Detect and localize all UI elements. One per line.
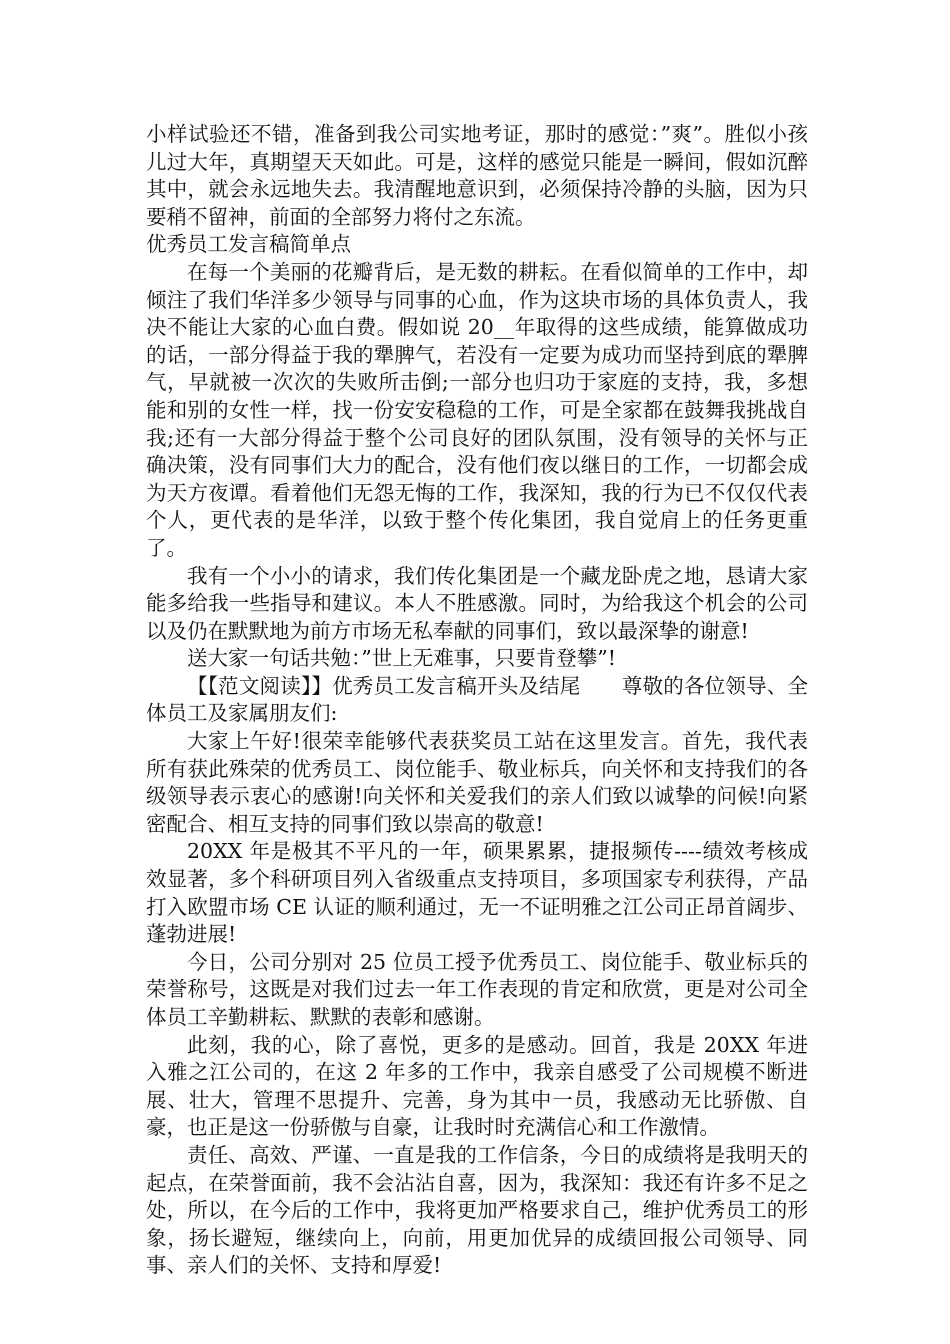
paragraph-request: 我有一个小小的请求，我们传化集团是一个藏龙卧虎之地，恳请大家能多给我一些指导和建议。本人不胜感激。同时，为给我这个机会的公司以及仍在默默地为前方市场无私奉献的同事们，致以最深挚的谢意! <box>146 563 808 643</box>
paragraph-award: 今日，公司分别对 25 位员工授予优秀员工、岗位能手、敬业标兵的荣誉称号，这既是对我们过去一年工作表现的肯定和欣赏，更是对公司全体员工辛勤耕耘、默默的表彰和感谢。 <box>146 949 808 1029</box>
paragraph-year-review: 20XX 年是极其不平凡的一年，硕果累累，捷报频传----绩效考核成效显著，多个科研项目列入省级重点支持项目，多项国家专利获得，产品打入欧盟市场 CE 认证的顺利通过，无一不证明雅之江公司正昂首阔步、蓬勃进展! <box>146 839 808 947</box>
paragraph-closing: 责任、高效、严谨、一直是我的工作信条，今日的成绩将是我明天的起点，在荣誉面前，我不会沾沾自喜，因为，我深知：我还有许多不足之处，所以，在今后的工作中，我将更加严格要求自己，维护优秀员工的形象，扬长避短，继续向上，向前，用更加优异的成绩回报公司领导、同事、亲人们的关怀、支持和厚爱! <box>146 1142 808 1278</box>
paragraph-feelings: 此刻，我的心，除了喜悦，更多的是感动。回首，我是 20XX 年进入雅之江公司的，在这 2 年多的工作中，我亲自感受了公司规模不断进展、壮大，管理不思提升、完善，身为其中一员，我感动无比骄傲、自豪，也正是这一份骄傲与自豪，让我时时充满信心和工作激情。 <box>146 1032 808 1140</box>
paragraph-sample-heading: 【【范文阅读】】优秀员工发言稿开头及结尾 尊敬的各位领导、全体员工及家属朋友们: <box>146 673 808 726</box>
document-body <box>146 121 808 1280</box>
paragraph-greeting: 大家上午好!很荣幸能够代表获奖员工站在这里发言。首先，我代表所有获此殊荣的优秀员工、岗位能手、敬业标兵，向关怀和支持我们的各级领导表示衷心的感谢!向关怀和关爱我们的亲人们致以诚挚的问候!向紧密配合、相互支持的同事们致以崇高的敬意! <box>146 729 808 836</box>
paragraph-motto: 送大家一句话共勉：”世上无难事，只要肯登攀”! <box>187 646 616 671</box>
paragraph-flower-petal: 在每一个美丽的花瓣背后，是无数的耕耘。在看似简单的工作中，却倾注了我们华洋多少领导与同事的心血，作为这块市场的具体负责人，我决不能让大家的心血白费。假如说 20__年取得的这些成绩，能算做成功的话，一部分得益于我的犟脾气，若没有一定要为成功而坚持到底的犟脾气，早就被一次次的失败所击倒;一部分也归功于家庭的支持，我，多想能和别的女性一样，找一份安安稳稳的工作，可是全家都在鼓舞我挑战自我;还有一大部分得益于整个公司良好的团队氛围，没有领导的关怀与正确决策，没有同事们大力的配合，没有他们夜以继日的工作，一切都会成为天方夜谭。看着他们无怨无悔的工作，我深知，我的行为已不仅仅代表个人，更代表的是华洋，以致于整个传化集团，我自觉肩上的任务更重了。 <box>146 259 808 560</box>
paragraph-intro: 小样试验还不错，准备到我公司实地考证，那时的感觉：”爽”。胜似小孩儿过大年，真期望天天如此。可是，这样的感觉只能是一瞬间，假如沉醉其中，就会永远地失去。我清醒地意识到，必须保持冷静的头脑，因为只要稍不留神，前面的全部努力将付之东流。 <box>146 122 808 229</box>
section-heading: 优秀员工发言稿简单点 <box>146 232 351 257</box>
